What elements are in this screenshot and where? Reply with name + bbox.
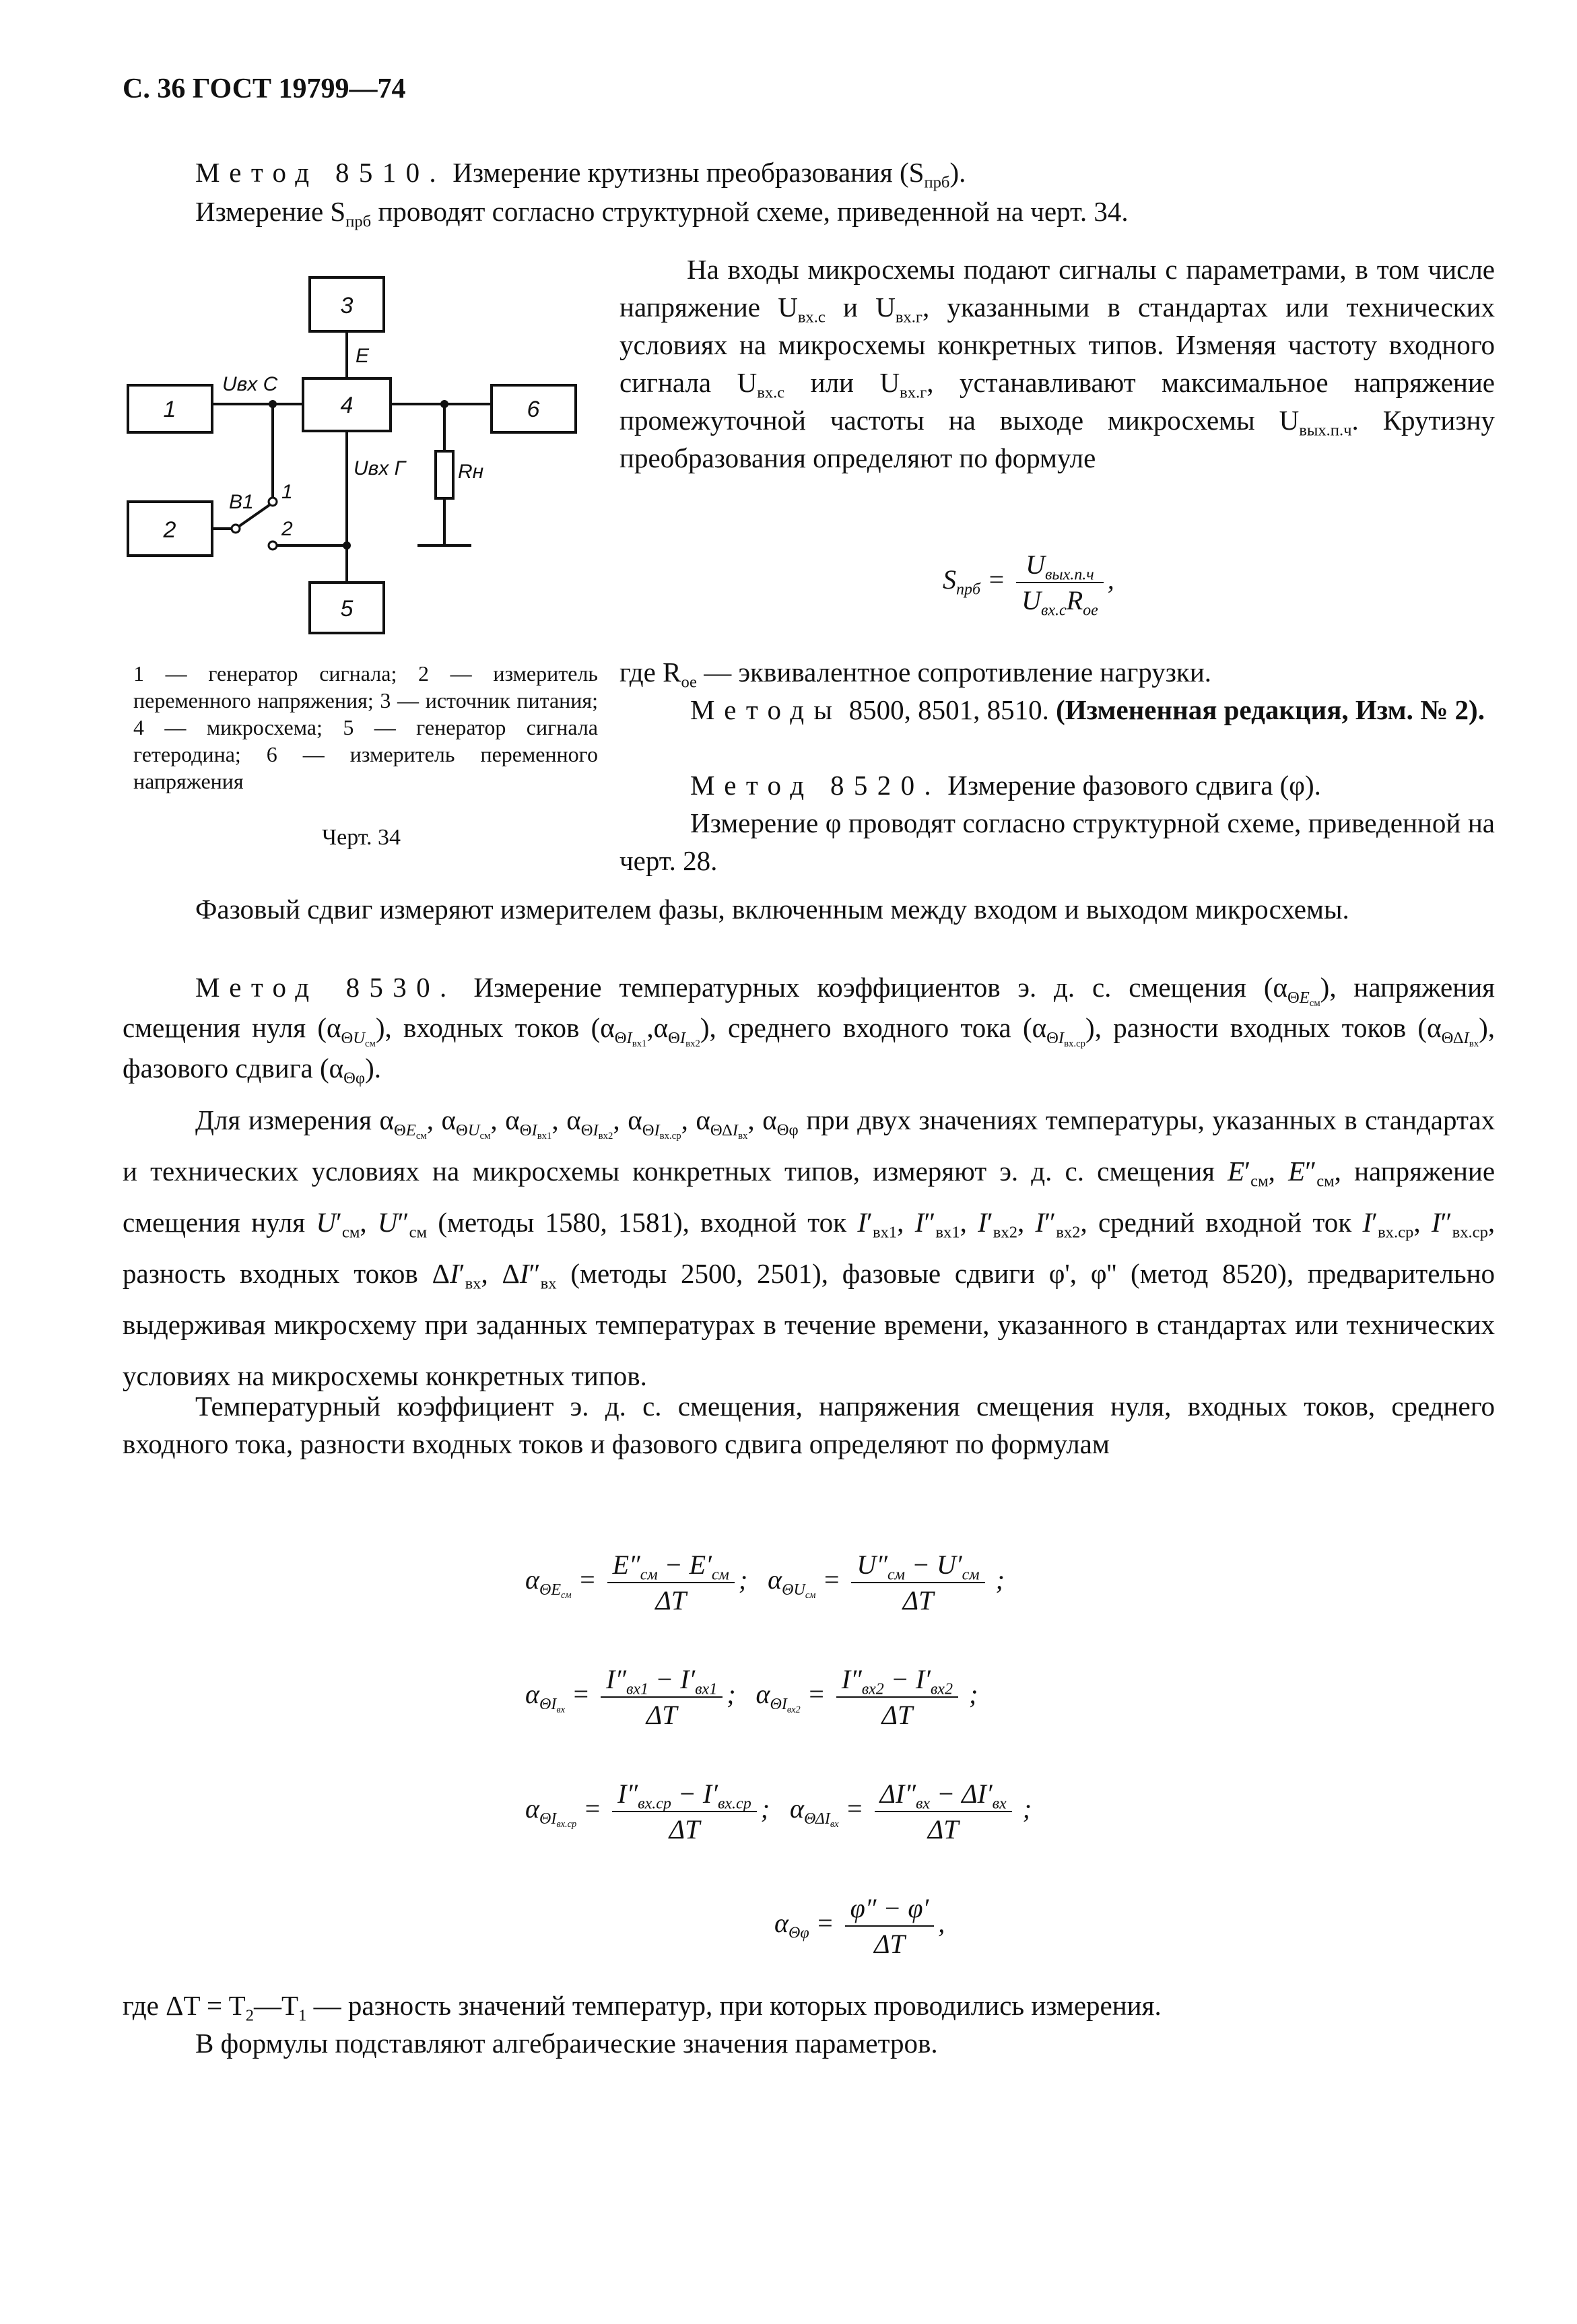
f-lhs-sub: прб xyxy=(956,580,981,599)
block-3-label: 3 xyxy=(340,293,354,319)
method-8510-title-sub: прб xyxy=(924,173,950,192)
label-pos2: 2 xyxy=(281,518,293,540)
p1-e: , устанавливают максимальное напряжение промежуточной частоты на выходе микросхемы U xyxy=(619,367,1495,436)
line2-b: проводят согласно структурной схеме, приведенной на черт. 34. xyxy=(371,196,1129,227)
method-8520-heading xyxy=(690,766,1495,804)
dt-c: — разность значений температур, при которых проводились измерения. xyxy=(306,1990,1162,2021)
measure-paragraph: Для измерения $\alpha_{\Theta E_{см}}$, $\alpha_{\Theta U_{см}}$, $\alpha_{\Theta I_{вх1}}$, $\alpha_{\Theta I_{вх2}}$, $\alpha_{\Theta I_{вх.ср}}$, $\alpha_{\Theta\Delta I_{вх}}$, $\alpha_{\Theta\varphi}$ при двух значениях температуры, указанных в стандартах и технических условиях на микросхемы конкретных типов, измеряют э. д. с. смещения $E'_{см}$, $E''_{см}$, напряжение смещения нуля $U'_{см}$, $U''_{см}$ (методы 1580, 1581), входной ток $I'_{вх1}$, $I''_{вх1}$, $I'_{вх2}$, $I''_{вх2}$, средний входной ток $I'_{вх.ср}$, $I''_{вх.ср}$, разность входных токов $\Delta I'_{вх}$, $\Delta I''_{вх}$ (методы 2500, 2501), фазовые сдвиги φ', φ'' (метод 8520), предварительно выдерживая микросхему при заданных температурах в течение времени, указанного в стандартах или технических условиях на микросхемы конкретных типов. xyxy=(123,1104,1496,1391)
phase-paragraph: Фазовый сдвиг измеряют измерителем фазы, включенным между входом и выходом микросхемы. xyxy=(195,894,1349,925)
m8530-t2: ), напряжения смещения нуля (α xyxy=(123,972,1495,1043)
diagram-caption: 1 — генератор сигнала; 2 — измеритель переменного напряжения; 3 — источник питания; 4 — микросхема; 5 — генератор сигнала гетеродина; 6 — измеритель переменного напряжения xyxy=(133,661,598,793)
block-5-label: 5 xyxy=(340,596,354,622)
measure-7: (методы 2500, 2501), фазовые сдвиги φ', φ'' (метод 8520), предварительно выдерживая микросхему при заданных температурах в течение времени, указанного в стандартах или технических условиях на микросхемы конкретных типов. xyxy=(123,1258,1496,1391)
measure-6: , разность входных токов xyxy=(123,1207,1496,1289)
label-switch: В1 xyxy=(229,491,254,513)
m8520-title: Измерение фазового сдвига (φ). xyxy=(941,770,1321,801)
method-8510-title: Измерение крутизны преобразования (S xyxy=(452,157,925,188)
label-pos1: 1 xyxy=(281,481,293,503)
measure-3: , напряжение смещения нуля xyxy=(123,1156,1496,1238)
formula-alpha-phi: $\alpha_{\Theta\varphi}$ = $\frac{\varphi'' - \varphi'}{\Delta T}$ , xyxy=(774,1893,945,1959)
label-uvx-g: Uвх Г xyxy=(354,457,405,479)
dt-s2: 2 xyxy=(245,2006,254,2025)
methods-line xyxy=(690,691,1495,729)
block-4-label: 4 xyxy=(340,393,354,418)
p1-s1: вх.с xyxy=(797,308,826,327)
m8530-t7: ). xyxy=(365,1053,381,1084)
block-2-label: 2 xyxy=(163,517,176,543)
dt-s1: 1 xyxy=(298,2006,307,2025)
where-sub: ое xyxy=(681,673,697,692)
where-a: где R xyxy=(619,657,681,688)
p1-s2: вх.г xyxy=(895,308,922,327)
p1-a: На входы микросхемы подают сигналы с параметрами, в том числе напряжение U xyxy=(619,254,1495,323)
measure-2: при двух значениях температуры, указанных в стандартах и технических условиях на микросхемы конкретных типов, измеряют э. д. с. смещения xyxy=(123,1104,1496,1187)
m8530-name: Метод 8530. xyxy=(195,972,457,1003)
p1-s4: вх.г xyxy=(900,383,927,402)
p1-s3: вх.с xyxy=(757,383,785,402)
diagram-number: Черт. 34 xyxy=(322,825,401,850)
m8520-name: Метод 8520. xyxy=(690,770,941,801)
methods-bold: (Измененная редакция, Изм. № 2). xyxy=(1056,694,1485,725)
p1-b: и U xyxy=(825,292,896,323)
m8530-t5: ), разности входных токов (α xyxy=(1085,1012,1442,1043)
method-8510-title-end: ). xyxy=(949,157,966,188)
f-den: U xyxy=(1021,585,1041,616)
line2-sub: прб xyxy=(345,212,372,231)
method-8510-line2 xyxy=(195,193,1495,230)
structure-diagram xyxy=(121,269,606,646)
measure-1: Для измерения α xyxy=(195,1104,395,1135)
label-e: E xyxy=(356,345,370,367)
p1-c: , указанными в стандартах или технических условиях на микросхемы конкретных типов. Изменяя частоту входного сигнала U xyxy=(619,292,1496,398)
line2-a: Измерение S xyxy=(195,196,346,227)
label-rn: Rн xyxy=(458,461,484,483)
method-8530-paragraph: Метод 8530. Измерение температурных коэффициентов э. д. с. смещения $(\alpha_{\Theta E_{см}})$, напряжения смещения нуля $(\alpha_{\Theta U_{см}})$, входных токов $(\alpha_{\Theta I_{вх1}},\alpha_{\Theta I_{вх2}})$, среднего входного тока $(\alpha_{\Theta I_{вх.ср}})$, разности входных токов $(\alpha_{\Theta\Delta I_{вх}})$, фазового сдвига $(\alpha_{\Theta\varphi})$. xyxy=(123,972,1495,1088)
block-6-label: 6 xyxy=(527,397,540,422)
methods-a: Методы xyxy=(690,694,842,725)
where-roe xyxy=(619,653,1495,691)
dt-a: где ΔT = T xyxy=(123,1990,246,2021)
method-8510-name: Метод 8510. xyxy=(195,157,446,188)
where-b: — эквивалентное сопротивление нагрузки. xyxy=(696,657,1212,688)
formula-alpha-e: $\alpha_{\Theta E_{см}}$ = $\frac{E''_{см} - E'_{см}}{\Delta T}$ ; $\alpha_{\Theta U_{см}}$ = $\frac{U''_{см} - U'_{см}}{\Delta T}$ ; xyxy=(525,1550,1005,1616)
formula-alpha-i: $\alpha_{\Theta I_{вх}}$ = $\frac{I''_{вх1} - I'_{вх1}}{\Delta T}$ ; $\alpha_{\Theta I_{вх2}}$ = $\frac{I''_{вх2} - I'_{вх2}}{\Delta T}$ ; xyxy=(525,1664,978,1730)
measure-4: (методы 1580, 1581), входной ток xyxy=(438,1207,847,1238)
f-den-r: R xyxy=(1066,585,1083,616)
last-paragraph: В формулы подставляют алгебраические значения параметров. xyxy=(195,2028,938,2059)
methods-b: 8500, 8501, 8510. xyxy=(842,694,1056,725)
m8530-t3: ), входных токов (α xyxy=(375,1012,615,1043)
coef-paragraph: Температурный коэффициент э. д. с. смещения, напряжения смещения нуля, входных токов, среднего входного тока, разности входных токов и фазового сдвига определяют по формулам xyxy=(123,1391,1495,1459)
method-8520-text: Измерение φ проводят согласно структурной схеме, приведенной на черт. 28. xyxy=(619,807,1495,876)
m8530-t4: ), среднего входного тока (α xyxy=(700,1012,1047,1043)
f-den-r-sub: ое xyxy=(1083,601,1098,620)
formula-alpha-icp: $\alpha_{\Theta I_{вх.ср}}$ = $\frac{I''_{вх.ср} - I'_{вх.ср}}{\Delta T}$ ; $\alpha_{\Theta\Delta I_{вх}}$ = $\frac{\Delta I''_{вх} - \Delta I'_{вх}}{\Delta T}$ ; xyxy=(525,1779,1032,1845)
dt-b: —T xyxy=(253,1990,299,2021)
f-lhs: S xyxy=(943,564,956,595)
delta-t-definition xyxy=(123,1987,1495,2024)
f-num-sub: вых.п.ч xyxy=(1044,566,1094,584)
block-1-label: 1 xyxy=(163,397,176,422)
f-num: U xyxy=(1026,550,1045,580)
page-header: С. 36 ГОСТ 19799—74 xyxy=(123,73,406,104)
p1-f: . Крутизну преобразования определяют по формуле xyxy=(619,405,1496,473)
method-8510-heading xyxy=(195,154,1495,191)
m8530-t6: ), фазового сдвига (α xyxy=(123,1012,1495,1084)
formula-spr: $S_{прб}$ = $\frac{U_{вых.п.ч}}{U_{вх.с}R_{ое}}$ , xyxy=(943,550,1114,620)
p1-d: или U xyxy=(784,367,900,398)
right-paragraph-1 xyxy=(619,251,1495,477)
measure-5: , средний входной ток xyxy=(1080,1207,1352,1238)
m8530-t1: Измерение температурных коэффициентов э. д. с. смещения (α xyxy=(456,972,1287,1003)
p1-s5: вых.п.ч xyxy=(1299,421,1352,440)
label-uvx-c: Uвх С xyxy=(222,373,278,395)
f-den-sub: вх.с xyxy=(1040,601,1067,620)
